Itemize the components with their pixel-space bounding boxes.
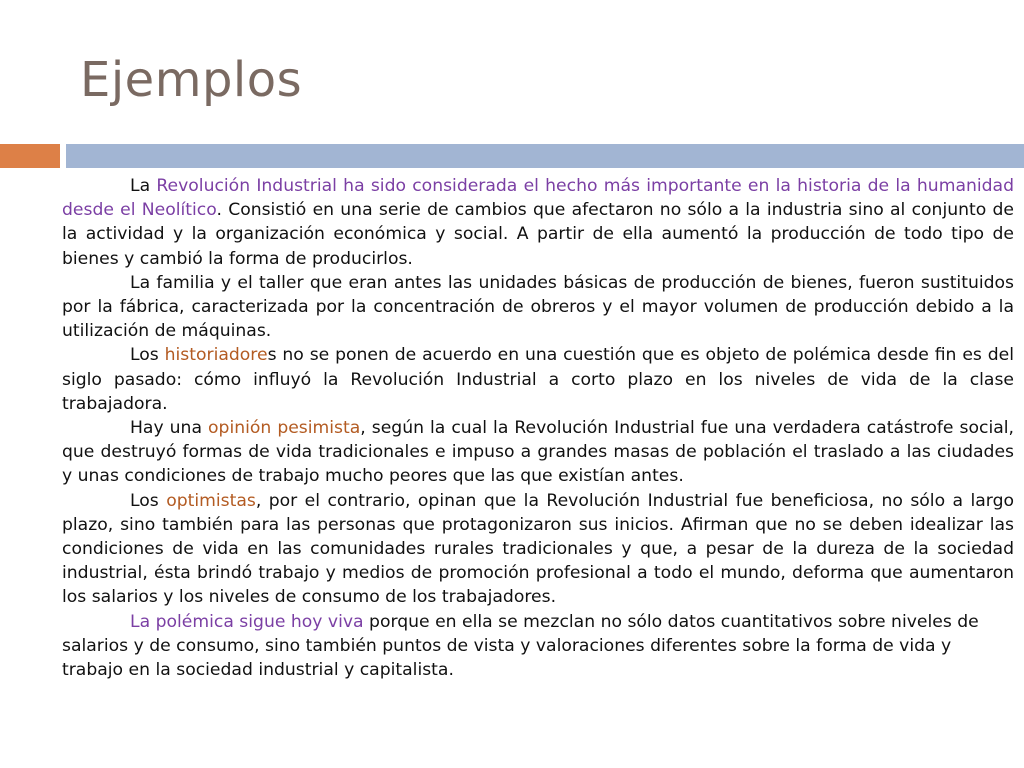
paragraph-text: , por el contrario, opinan que la Revolución Industrial fue beneficiosa, no sólo a largo plazo, sino también para las personas que protagonizaron sus inicios. Afirman que no se deben idealizar las condiciones de vida en las comunidades rurales tradicionales y que, a pesar de la dureza de la sociedad industrial, ésta brindó trabajo y medios de promoción profesional a todo el mundo, deforma que aumentaron los salarios y los niveles de consumo de los trabajadores. <box>62 490 1014 608</box>
paragraph-text: Los <box>130 345 165 366</box>
paragraph-text: , según la cual la Revolución Industrial fue una verdadera catástrofe social, que destruyó formas de vida tradicionales e impuso a grandes masas de población el traslado a las ciudades y unas condiciones de trabajo mucho peores que las que existían antes. <box>62 418 1015 487</box>
paragraph-optimistas <box>62 489 1014 610</box>
highlight-optimistas: optimistas <box>166 490 256 511</box>
paragraph-polemica <box>62 610 1014 683</box>
paragraph-historiadores <box>62 343 1014 416</box>
slide-body <box>62 174 1014 682</box>
paragraph-pesimista <box>62 416 1014 489</box>
paragraph-text: La familia y el taller que eran antes las unidades básicas de producción de bienes, fueron sustituidos por la fábrica, caracterizada por la concentración de obreros y el mayor volumen de producción debido a la utilización de máquinas. <box>62 272 1014 342</box>
paragraph-text: La <box>130 176 157 196</box>
highlight-revolucion: Revolución Industrial ha sido considerada el hecho más importante en la historia de la humanidad desde el Neolítico <box>62 176 1014 221</box>
paragraph-text: porque en ella se mezclan no sólo datos cuantitativos sobre niveles de salarios y de consumo, sino también puntos de vista y valoraciones diferentes sobre la forma de vida y trabajo en la sociedad industrial y capitalista. <box>62 611 979 681</box>
paragraph-text: Hay una <box>130 418 209 439</box>
slide-title: Ejemplos <box>80 52 303 108</box>
highlight-opinion-pesimista: opinión pesimista <box>208 418 361 439</box>
title-rule-bar <box>66 144 1024 168</box>
paragraph-familia <box>62 271 1014 344</box>
highlight-polemica: La polémica sigue hoy viva <box>130 611 364 632</box>
paragraph-text: Los <box>130 490 167 511</box>
paragraph-text: . Consistió en una serie de cambios que afectaron no sólo a la industria sino al conjunto de la actividad y la organización económica y social. A partir de ella aumentó la producción de todo tipo de bienes y cambió la forma de producirlos. <box>62 200 1015 269</box>
accent-bar <box>0 144 60 168</box>
paragraph-revolucion <box>62 174 1014 271</box>
paragraph-text: s no se ponen de acuerdo en una cuestión que es objeto de polémica desde fin es del siglo pasado: cómo influyó la Revolución Industrial a corto plazo en los niveles de vida de la clase trabajadora. <box>62 345 1014 414</box>
highlight-historiadores: historiadore <box>164 345 268 366</box>
